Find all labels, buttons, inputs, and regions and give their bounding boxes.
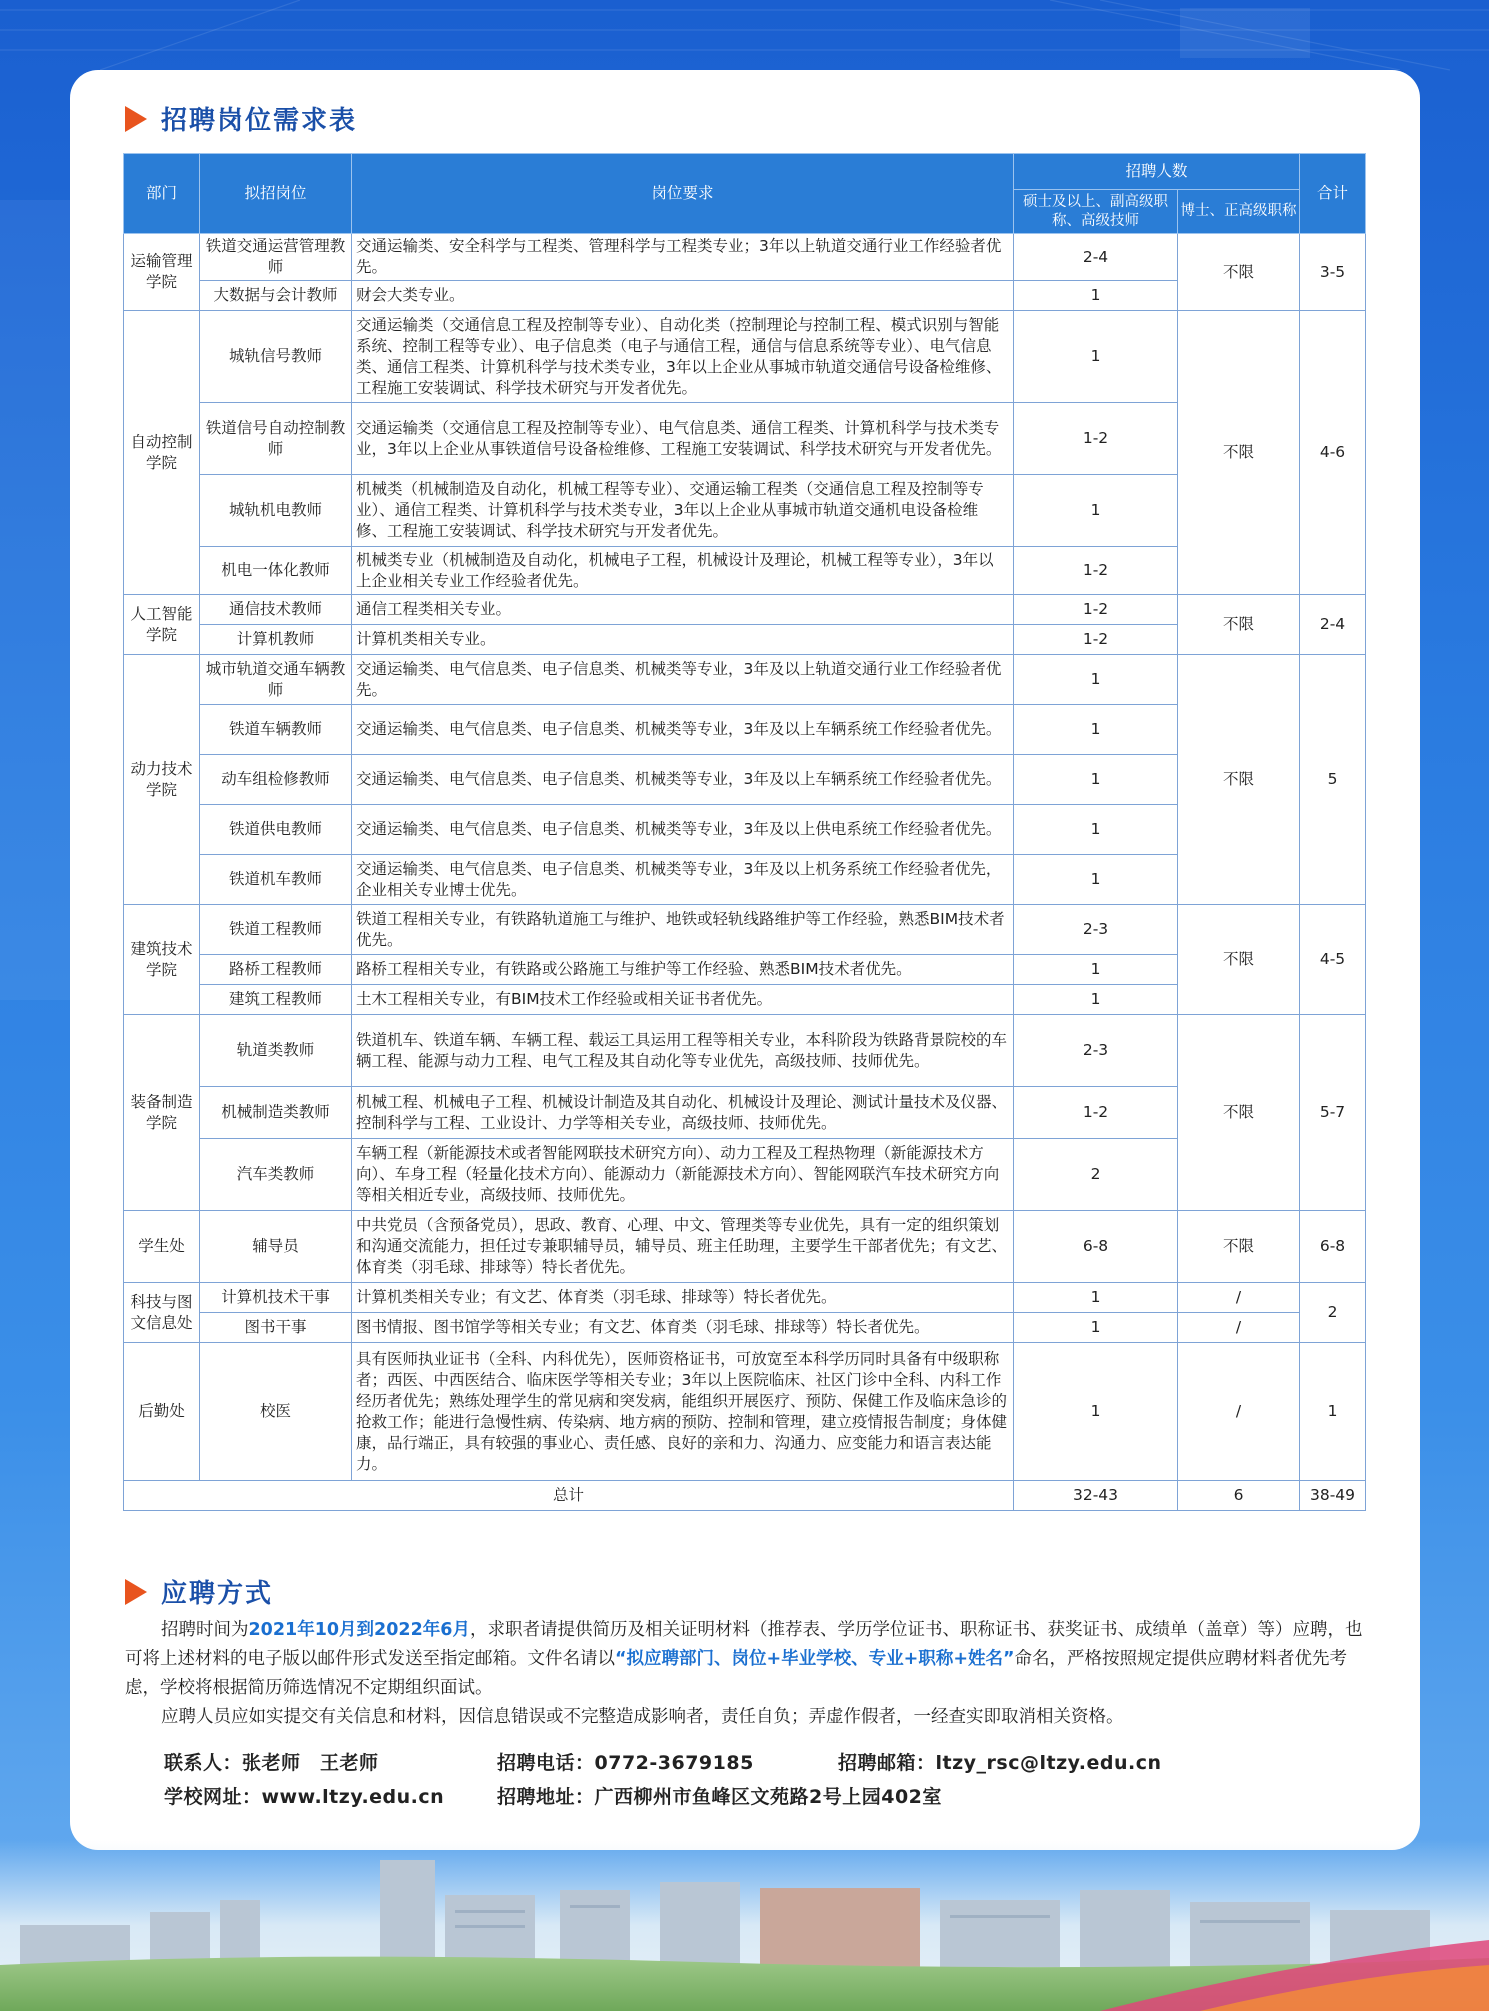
count-master-cell: 1 [1014,1283,1178,1313]
requirement-cell: 交通运输类（交通信息工程及控制等专业）、自动化类（控制理论与控制工程、模式识别与智能系统、控制工程等专业）、电子信息类（电子与通信工程，通信与信息系统等专业）、电气信息类、通信工程类、计算机科学与技术类专业，3年以上企业从事城市轨道交通信号设备检维修、工程施工安装调试、科学技术研究与开发者优先。 [352,311,1014,403]
position-cell: 铁道供电教师 [200,805,352,855]
requirement-cell: 中共党员（含预备党员），思政、教育、心理、中文、管理类等专业优先，具有一定的组织策划和沟通交流能力，担任过专兼职辅导员，辅导员、班主任助理，主要学生干部者优先；有文艺、体育类（羽毛球、排球等）特长者优先。 [352,1211,1014,1283]
requirement-cell: 通信工程类相关专业。 [352,595,1014,625]
count-master-cell: 1 [1014,855,1178,905]
position-cell: 机电一体化教师 [200,547,352,595]
count-phd-cell: 不限 [1178,1015,1300,1211]
header-dept: 部门 [124,154,200,234]
apply-paragraph-2: 应聘人员应如实提交有关信息和材料，因信息错误或不完整造成影响者，责任自负；弄虚作假者，一经查实即取消相关资格。 [161,1707,1124,1727]
requirement-cell: 图书情报、图书馆学等相关专业；有文艺、体育类（羽毛球、排球等）特长者优先。 [352,1313,1014,1343]
section-title-positions: 招聘岗位需求表 [125,100,357,137]
table-row [124,1343,1366,1481]
total-cell: 4-5 [1300,905,1366,1015]
count-master-cell: 1 [1014,311,1178,403]
count-master-cell: 1 [1014,805,1178,855]
requirement-cell: 机械类（机械制造及自动化，机械工程等专业）、交通运输工程类（交通信息工程及控制等专业）、通信工程类、计算机科学与技术类专业，3年以上企业从事城市轨道交通机电设备检维修、工程施工安装调试、科学技术研究与开发者优先。 [352,475,1014,547]
position-cell: 城市轨道交通车辆教师 [200,655,352,705]
section-title-apply: 应聘方式 [125,1573,273,1610]
count-phd-cell: 不限 [1178,234,1300,311]
total-cell: 5 [1300,655,1366,905]
position-cell: 计算机技术干事 [200,1283,352,1313]
apply-period: 2021年10月到2022年6月 [248,1620,470,1640]
requirement-cell: 交通运输类、安全科学与工程类、管理科学与工程类专业；3年以上轨道交通行业工作经验者优先。 [352,234,1014,281]
table-row [124,905,1366,955]
total-cell: 2 [1300,1283,1366,1343]
total-cell: 6-8 [1300,1211,1366,1283]
footer-master: 32-43 [1014,1481,1178,1511]
footer-phd: 6 [1178,1481,1300,1511]
count-master-cell: 2-4 [1014,234,1178,281]
count-master-cell: 6-8 [1014,1211,1178,1283]
total-cell: 3-5 [1300,234,1366,311]
count-master-cell: 2 [1014,1139,1178,1211]
requirement-cell: 交通运输类、电气信息类、电子信息类、机械类等专业，3年及以上车辆系统工作经验者优先。 [352,755,1014,805]
count-master-cell: 1-2 [1014,403,1178,475]
position-cell: 铁道车辆教师 [200,705,352,755]
count-phd-cell: / [1178,1283,1300,1313]
dept-cell: 学生处 [124,1211,200,1283]
total-cell: 5-7 [1300,1015,1366,1211]
table-footer-row [124,1481,1366,1511]
dept-cell: 动力技术学院 [124,655,200,905]
position-cell: 铁道信号自动控制教师 [200,403,352,475]
dept-cell: 建筑技术学院 [124,905,200,1015]
header-total: 合计 [1300,154,1366,234]
requirement-cell: 土木工程相关专业，有BIM技术工作经验或相关证书者优先。 [352,985,1014,1015]
count-phd-cell: 不限 [1178,595,1300,655]
count-master-cell: 2-3 [1014,1015,1178,1087]
position-cell: 建筑工程教师 [200,985,352,1015]
dept-cell: 人工智能学院 [124,595,200,655]
count-master-cell: 1 [1014,281,1178,311]
position-cell: 计算机教师 [200,625,352,655]
requirement-cell: 交通运输类、电气信息类、电子信息类、机械类等专业，3年及以上供电系统工作经验者优先。 [352,805,1014,855]
position-cell: 路桥工程教师 [200,955,352,985]
count-phd-cell: 不限 [1178,905,1300,1015]
table-row [124,655,1366,705]
dept-cell: 自动控制学院 [124,311,200,595]
position-cell: 铁道机车教师 [200,855,352,905]
dept-cell: 后勤处 [124,1343,200,1481]
orange-triangle-icon [125,106,147,132]
content-card [70,70,1420,1850]
filename-format: “拟应聘部门、岗位+毕业学校、专业+职称+姓名” [615,1649,1015,1669]
contact-email: 招聘邮箱：ltzy_rsc@ltzy.edu.cn [838,1752,1162,1774]
table-row [124,1211,1366,1283]
requirement-cell: 机械工程、机械电子工程、机械设计制造及其自动化、机械设计及理论、测试计量技术及仪器、控制科学与工程、工业设计、力学等相关专业，高级技师、技师优先。 [352,1087,1014,1139]
position-cell: 图书干事 [200,1313,352,1343]
total-cell: 1 [1300,1343,1366,1481]
total-cell: 2-4 [1300,595,1366,655]
requirement-cell: 铁道工程相关专业，有铁路轨道施工与维护、地铁或轻轨线路维护等工作经验，熟悉BIM技术者优先。 [352,905,1014,955]
position-cell: 机械制造类教师 [200,1087,352,1139]
count-phd-cell: 不限 [1178,1211,1300,1283]
table-row [124,595,1366,625]
table-row [124,1313,1366,1343]
position-cell: 轨道类教师 [200,1015,352,1087]
requirement-cell: 交通运输类、电气信息类、电子信息类、机械类等专业，3年及以上车辆系统工作经验者优先。 [352,705,1014,755]
position-cell: 铁道交通运营管理教师 [200,234,352,281]
position-cell: 大数据与会计教师 [200,281,352,311]
contact-address: 招聘地址：广西柳州市鱼峰区文苑路2号上园402室 [497,1786,942,1808]
requirement-cell: 具有医师执业证书（全科、内科优先），医师资格证书，可放宽至本科学历同时具备有中级职称者；西医、中西医结合、临床医学等相关专业；3年以上医院临床、社区门诊中全科、内科工作经历者优先；熟练处理学生的常见病和突发病，能组织开展医疗、预防、保健工作及临床急诊的抢救工作；能进行急慢性病、传染病、地方病的预防、控制和管理，建立疫情报告制度；身体健康，品行端正，具有较强的事业心、责任感、良好的亲和力、沟通力、应变能力和语言表达能力。 [352,1343,1014,1481]
count-master-cell: 2-3 [1014,905,1178,955]
table-row [124,1283,1366,1313]
requirement-cell: 路桥工程相关专业，有铁路或公路施工与维护等工作经验、熟悉BIM技术者优先。 [352,955,1014,985]
requirement-cell: 计算机类相关专业；有文艺、体育类（羽毛球、排球等）特长者优先。 [352,1283,1014,1313]
contact-person: 联系人：张老师 王老师 [164,1752,379,1774]
table-row [124,311,1366,403]
campus-skyline-image [0,1840,1489,2011]
count-master-cell: 1 [1014,655,1178,705]
position-cell: 辅导员 [200,1211,352,1283]
position-cell: 汽车类教师 [200,1139,352,1211]
requirement-cell: 财会大类专业。 [352,281,1014,311]
header-count-master: 硕士及以上、副高级职称、高级技师 [1014,190,1178,234]
position-cell: 城轨信号教师 [200,311,352,403]
dept-cell: 科技与图文信息处 [124,1283,200,1343]
count-phd-cell: / [1178,1343,1300,1481]
count-master-cell: 1 [1014,475,1178,547]
requirement-cell: 车辆工程（新能源技术或者智能网联技术研究方向）、动力工程及工程热物理（新能源技术方向）、车身工程（轻量化技术方向）、能源动力（新能源技术方向）、智能网联汽车技术研究方向等相关相近专业，高级技师、技师优先。 [352,1139,1014,1211]
count-phd-cell: 不限 [1178,311,1300,595]
header-count: 招聘人数 [1014,154,1300,190]
apply-instructions [125,1616,1365,1732]
count-master-cell: 1-2 [1014,595,1178,625]
position-cell: 铁道工程教师 [200,905,352,955]
total-cell: 4-6 [1300,311,1366,595]
count-master-cell: 1 [1014,1313,1178,1343]
header-count-phd: 博士、正高级职称 [1178,190,1300,234]
apply-paragraph-1: 招聘时间为2021年10月到2022年6月，求职者请提供简历及相关证明材料（推荐表、学历学位证书、职称证书、获奖证书、成绩单（盖章）等）应聘，也可将上述材料的电子版以邮件形式发送至指定邮箱。文件名请以“拟应聘部门、岗位+毕业学校、专业+职称+姓名”命名，严格按照规定提供应聘材料者优先考虑，学校将根据简历筛选情况不定期组织面试。 [125,1620,1363,1698]
count-master-cell: 1 [1014,955,1178,985]
requirement-cell: 铁道机车、铁道车辆、车辆工程、载运工具运用工程等相关专业，本科阶段为铁路背景院校的车辆工程、能源与动力工程、电气工程及其自动化等专业优先，高级技师、技师优先。 [352,1015,1014,1087]
position-cell: 通信技术教师 [200,595,352,625]
footer-label: 总计 [124,1481,1014,1511]
count-phd-cell: 不限 [1178,655,1300,905]
count-phd-cell: / [1178,1313,1300,1343]
header-requirement: 岗位要求 [352,154,1014,234]
requirement-cell: 交通运输类（交通信息工程及控制等专业）、电气信息类、通信工程类、计算机科学与技术类专业，3年以上企业从事铁道信号设备检维修、工程施工安装调试、科学技术研究与开发者优先。 [352,403,1014,475]
count-master-cell: 1 [1014,705,1178,755]
requirements-table [123,153,1366,1511]
orange-triangle-icon [125,1579,147,1605]
count-master-cell: 1 [1014,985,1178,1015]
count-master-cell: 1 [1014,755,1178,805]
count-master-cell: 1-2 [1014,547,1178,595]
requirement-cell: 计算机类相关专业。 [352,625,1014,655]
count-master-cell: 1 [1014,1343,1178,1481]
position-cell: 城轨机电教师 [200,475,352,547]
position-cell: 校医 [200,1343,352,1481]
school-website: 学校网址：www.ltzy.edu.cn [164,1786,445,1808]
dept-cell: 运输管理学院 [124,234,200,311]
requirement-cell: 交通运输类、电气信息类、电子信息类、机械类等专业，3年及以上机务系统工作经验者优先，企业相关专业博士优先。 [352,855,1014,905]
count-master-cell: 1-2 [1014,625,1178,655]
count-master-cell: 1-2 [1014,1087,1178,1139]
footer-total: 38-49 [1300,1481,1366,1511]
position-cell: 动车组检修教师 [200,755,352,805]
header-position: 拟招岗位 [200,154,352,234]
requirement-cell: 交通运输类、电气信息类、电子信息类、机械类等专业，3年及以上轨道交通行业工作经验者优先。 [352,655,1014,705]
table-row [124,234,1366,281]
contact-phone: 招聘电话：0772-3679185 [497,1752,754,1774]
dept-cell: 装备制造学院 [124,1015,200,1211]
requirement-cell: 机械类专业（机械制造及自动化，机械电子工程，机械设计及理论，机械工程等专业），3年以上企业相关专业工作经验者优先。 [352,547,1014,595]
table-row [124,1015,1366,1087]
